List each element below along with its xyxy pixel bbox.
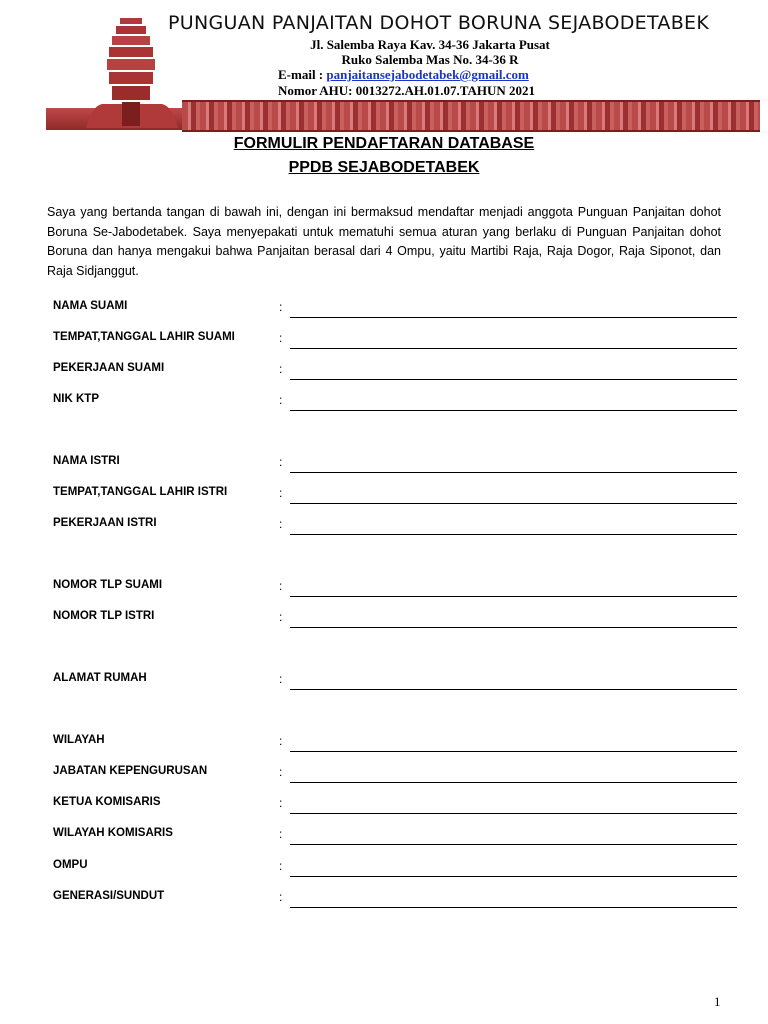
fill-in-line[interactable] <box>290 782 737 783</box>
field-colon: : <box>279 859 283 873</box>
form-row <box>53 827 737 857</box>
fill-in-line[interactable] <box>290 317 737 318</box>
form-row <box>53 455 737 485</box>
fill-in-line[interactable] <box>290 472 737 473</box>
field-label: WILAYAH KOMISARIS <box>53 827 173 839</box>
fill-in-line[interactable] <box>290 813 737 814</box>
form-row <box>53 517 737 547</box>
field-colon: : <box>279 579 283 593</box>
field-colon: : <box>279 734 283 748</box>
field-colon: : <box>279 672 283 686</box>
field-label: JABATAN KEPENGURUSAN <box>53 765 208 777</box>
letterhead-ornament-band <box>182 100 760 132</box>
form-row <box>53 765 737 795</box>
fill-in-line[interactable] <box>290 844 737 845</box>
field-label: PEKERJAAN ISTRI <box>53 517 157 529</box>
form-row <box>53 393 737 423</box>
form-subtitle: PPDB SEJABODETABEK <box>288 159 480 176</box>
form-row <box>53 859 737 889</box>
organization-name: PUNGUAN PANJAITAN DOHOT BORUNA SEJABODETABEK <box>168 12 710 34</box>
field-colon: : <box>279 610 283 624</box>
form-row <box>53 734 737 764</box>
form-row <box>53 796 737 826</box>
fill-in-line[interactable] <box>290 348 737 349</box>
fill-in-line[interactable] <box>290 410 737 411</box>
field-label: NAMA ISTRI <box>53 455 120 467</box>
field-colon: : <box>279 486 283 500</box>
fill-in-line[interactable] <box>290 379 737 380</box>
page-number: 1 <box>714 994 721 1009</box>
address-line-1: Jl. Salemba Raya Kav. 34-36 Jakarta Pusat <box>310 37 550 52</box>
field-label: TEMPAT,TANGGAL LAHIR ISTRI <box>53 486 228 498</box>
fill-in-line[interactable] <box>290 627 737 628</box>
form-row <box>53 331 737 361</box>
fill-in-line[interactable] <box>290 689 737 690</box>
field-label: NOMOR TLP ISTRI <box>53 610 155 622</box>
field-colon: : <box>279 517 283 531</box>
form-row <box>53 300 737 330</box>
field-colon: : <box>279 300 283 314</box>
form-row <box>53 610 737 640</box>
field-label: NAMA SUAMI <box>53 300 128 312</box>
field-label: NOMOR TLP SUAMI <box>53 579 163 591</box>
email-label: E-mail : <box>278 67 327 82</box>
field-label: OMPU <box>53 859 88 871</box>
field-label: ALAMAT RUMAH <box>53 672 147 684</box>
form-row <box>53 362 737 392</box>
field-label: GENERASI/SUNDUT <box>53 890 165 902</box>
field-label: KETUA KOMISARIS <box>53 796 161 808</box>
field-colon: : <box>279 331 283 345</box>
field-colon: : <box>279 827 283 841</box>
field-colon: : <box>279 455 283 469</box>
field-colon: : <box>279 393 283 407</box>
address-line-2: Ruko Salemba Mas No. 34-36 R <box>341 52 519 67</box>
form-row <box>53 672 737 702</box>
form-row <box>53 579 737 609</box>
field-colon: : <box>279 765 283 779</box>
email-link[interactable]: panjaitansejabodetabek@gmail.com <box>326 67 529 82</box>
field-colon: : <box>279 796 283 810</box>
form-row <box>53 486 737 516</box>
intro-paragraph: Saya yang bertanda tangan di bawah ini, dengan ini bermaksud mendaftar menjadi anggota Punguan Panjaitan dohot Boruna Se-Jabodetabek. Saya menyepakati untuk mematuhi semua aturan yang berlaku di Punguan Panjaitan dohot Boruna dan hanya mengakui bahwa Panjaitan berasal dari 4 Ompu, yaitu Martibi Raja, Raja Dogor, Raja Siponot, dan Raja Sidjanggut. <box>47 205 721 278</box>
field-label: PEKERJAAN SUAMI <box>53 362 165 374</box>
fill-in-line[interactable] <box>290 534 737 535</box>
field-colon: : <box>279 362 283 376</box>
field-label: WILAYAH <box>53 734 105 746</box>
fill-in-line[interactable] <box>290 596 737 597</box>
ahu-number: Nomor AHU: 0013272.AH.01.07.TAHUN 2021 <box>278 83 535 98</box>
fill-in-line[interactable] <box>290 907 737 908</box>
field-colon: : <box>279 890 283 904</box>
rumah-adat-logo-icon <box>82 10 182 130</box>
fill-in-line[interactable] <box>290 751 737 752</box>
email-line <box>278 67 529 82</box>
form-title: FORMULIR PENDAFTARAN DATABASE <box>233 135 535 152</box>
fill-in-line[interactable] <box>290 876 737 877</box>
field-label: NIK KTP <box>53 393 99 405</box>
field-label: TEMPAT,TANGGAL LAHIR SUAMI <box>53 331 235 343</box>
fill-in-line[interactable] <box>290 503 737 504</box>
form-row <box>53 890 737 920</box>
